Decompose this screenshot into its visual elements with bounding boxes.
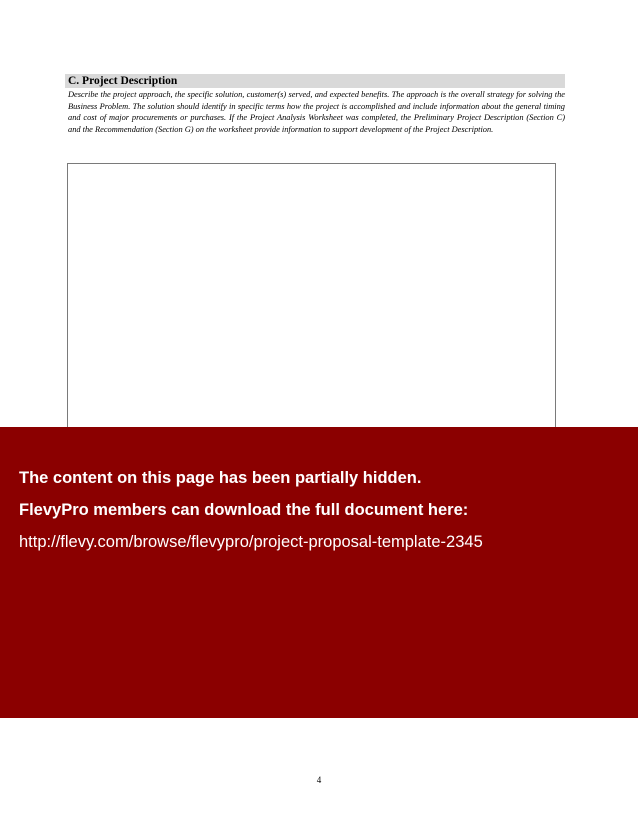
project-description-box <box>67 163 556 453</box>
section-description: Describe the project approach, the specific solution, customer(s) served, and expected benefits. The approach is the overall strategy for solving the Business Problem. The solution should identify in specific terms how the project is accomplished and include information about the general timing and cost of major procurements or purchases. If the Project Analysis Worksheet was completed, the Preliminary Project Description (Section C) and the Recommendation (Section G) on the worksheet provide information to support development of the Project Description. <box>68 90 565 134</box>
overlay-download-prompt: FlevyPro members can download the full document here: <box>19 501 469 519</box>
hidden-content-overlay <box>0 427 638 718</box>
download-link[interactable]: http://flevy.com/browse/flevypro/project-proposal-template-2345 <box>19 533 483 551</box>
overlay-notice: The content on this page has been partially hidden. <box>19 469 422 487</box>
section-title: C. Project Description <box>65 74 565 88</box>
page-number: 4 <box>316 775 322 785</box>
